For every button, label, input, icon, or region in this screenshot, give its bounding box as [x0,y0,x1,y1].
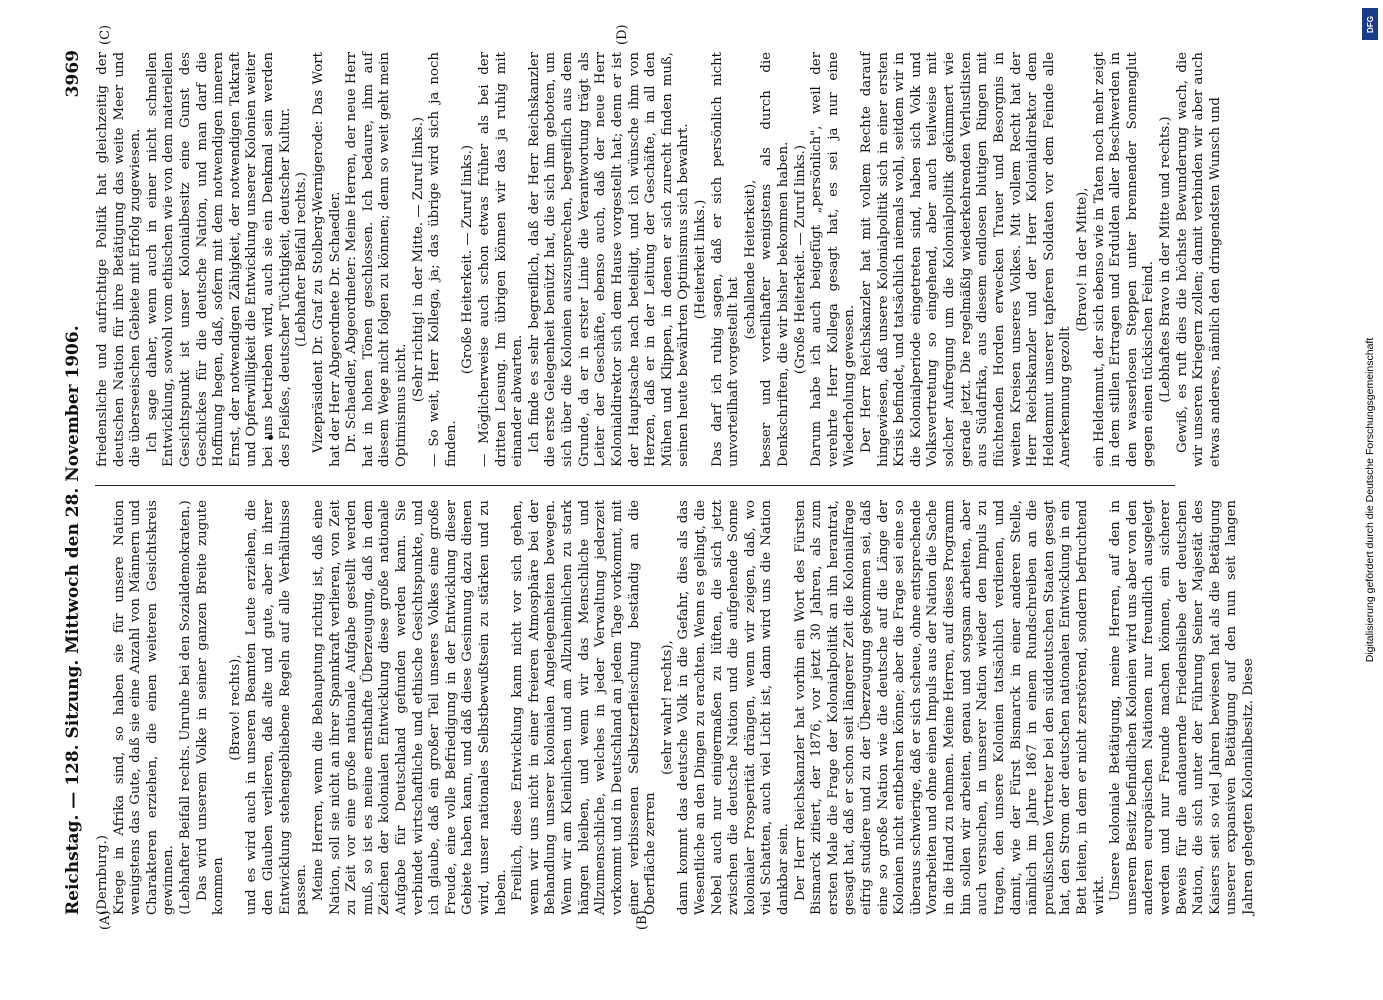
interjection: (Lebhafter Beifall rechts. Unruhe bei den Sozialdemokraten.) [178,500,194,915]
paragraph: Das wird unserem Volke in seiner ganzen Breite zugute kommen [194,500,227,915]
paragraph: Unsere koloniale Betätigung, meine Herren, auf den in unserem Besitz befindlichen Kolonien wird uns aber von den anderen europäischen Nationen nur freundlich ausgelegt werden und nur Freunde machen können, ein sicherer Beweis für die andauernde Friedensliebe der deutschen Nation, die sich unter der Führung Seiner Majestät des Kaisers seit so viel Jahren bewiesen hat als die Betätigung unserer expansiven Betätigung auf den nun seit langen Jahren gehegten Kolonialbesitz. Diese [1108,500,1257,915]
interjection: (Heiterkeit links.) [692,199,708,320]
interjection: (Bravo! rechts), [227,654,243,761]
paragraph: Darum habe ich auch beigefügt „persönlich", weil der verehrte Herr Kollega gesagt hat, es sei ja nur eine Wiederholung gewesen. [809,52,858,467]
paragraph: Ich sage daher, wenn auch in einer nicht schnellen Entwicklung, sowohl vom ethischen wie von dem materiellen Gesichtspunkt ist unser Kolonialbesitz eine Gunst des Geschickes für die deutsche Nation, und man darf die Hoffnung hegen, daß, sofern mit dem notwendigen inneren Ernst, der notwendigen Zähigkeit, der notwendigen Tatkraft und Opferwilligkeit die Entwicklung unserer Kolonien weiter bei uns betrieben wird, auch sie ein Denkmal sein werden des Fleißes, deutscher Tüchtigkeit, deutscher Kultur. [144,52,293,467]
paragraph: ein Heldenmut, der sich ebenso wie in Taten noch mehr zeigt in dem stillen Ertragen und Erdulden aller Beschwerden in den wasserlosen Steppen unter brennender Sonnenglut gegen einen tückischen Feind. [1091,52,1157,467]
paragraph: — Möglicherweise auch schon etwas früher als bei der dritten Lesung. Im übrigen können wir das ja ruhig mit einander abwarten. [477,52,526,467]
dfg-logo [1362,8,1378,40]
paragraph: Freilich, diese Entwicklung kann nicht vor sich gehen, wenn wir uns nicht in einer freieren Atmosphäre bei der Behandlung unserer kolonialen Angelegenheiten bewegen. Wenn wir am Kleinlichen und am Allzuheimlichen zu stark hängen bleiben, und wenn wir das Menschliche und Allzumenschliche, welches in jeder Verwaltung jederzeit vorkommt und in Deutschland an jedem Tage vorkommt, mit einer verbissenen Selbstzerfleischung beständig an die Oberfläche zerren [510,500,659,915]
paragraph: dann kommt das deutsche Volk in die Gefahr, dies als das Wesentliche an den Dingen zu erachten. Wenn es gelingt, die Nebel auch nur einigermaßen zu lüften, die sich jetzt zwischen die deutsche Nation und die aufgehende Sonne kolonialer Prosperität drängen, wenn wir zeigen, daß, wo viel Schatten, auch viel Licht ist, dann wird uns die Nation dankbar sein. [676,500,791,915]
interjection: (Große Heiterkeit. — Zuruf links.) [792,144,808,375]
paragraph: Vizepräsident Dr. Graf zu Stolberg-Wernigerode: Das Wort hat der Herr Abgeordnete Dr. Schaedler. [310,52,343,467]
paragraph: Das darf ich ruhig sagen, daß er sich persönlich nicht unvorteilhaft vorgestellt hat [709,52,742,467]
speaker-tag: (Dernburg.) [95,835,110,915]
paragraph: Kriege in Afrika sind, so haben sie für unsere Nation wenigstens das Gute, daß sie eine Anzahl von Männern und Charakteren erziehen, die einen weiteren Gesichtskreis gewinnen. [111,500,177,915]
interjection: (schallende Heiterkeit), [742,179,758,340]
paragraph: Gewiß, es ruft dies die höchste Bewunderung wach, die wir unseren Kriegern zollen; damit verbinden wir aber auch etwas anderes, nämlich den dringendsten Wunsch und [1174,52,1223,467]
paragraph: — So weit, Herr Kollega, ja; das übrige wird sich ja noch finden. [427,52,459,467]
left-column [95,500,1257,915]
paragraph: Der Herr Reichskanzler hat vorhin ein Wort des Fürsten Bismarck zitiert, der 1876, vor jetzt 30 Jahren, als zum ersten Male die Frage der Kolonialpolitik an ihn herantrat, gesagt hat, daß er schon seit längerer Zeit die Kolonialfrage eifrig studiere und zu der Überzeugung gekommen sei, daß eine so große Nation wie die deutsche auf die Länge der Kolonien nicht entbehren könne; aber die Frage sei eine so überaus schwierige, daß er sich scheue, ohne entsprechende Vorarbeiten und ohne einen Impuls aus der Nation die Sache in die Hand zu nehmen. Meine Herren, auf dieses Programm hin sollen wir arbeiten, genau und sorgsam arbeiten, aber auch versuchen, in unserer Nation wieder den Impuls zu tragen, den unsere Kolonien tatsächlich verdienen, und damit, wie der Fürst Bismarck in einer anderen Stelle, nämlich im Jahre 1867 in einem Rundschreiben an die preußischen Vertreter bei den süddeutschen Staaten gesagt hat, den Strom der deutschen nationalen Entwicklung in ein Bett leiten, in dem er nicht zerstörend, sondern befruchtend wirkt. [792,500,1107,915]
paragraph: und es wird auch in unseren Beamten Leute erziehen, die den Glauben verlieren, daß alte und gute, aber in ihrer Entwicklung stehengebliebene Regeln auf alle Verhältnisse passen. [244,500,310,915]
interjection: (Sehr richtig! in der Mitte. — Zuruf links.) [410,116,426,403]
header-title: Reichstag. — 128. Sitzung. Mittwoch den 28. November 1906. [63,325,83,915]
interjection: (sehr wahr! rechts), [659,640,675,775]
dfg-logo-text: DFG [1365,15,1375,33]
paragraph: Ich finde es sehr begreiflich, daß der Herr Reichskanzler die erste Gelegenheit benützt hat, die sich ihm geboten, um sich über die Kolonien auszusprechen, begreiflich aus dem Grunde, da er in erster Linie die Verantwortung trägt als Leiter der Geschäfte, ebenso auch, daß der neue Herr Kolonialdirektor sich dem Hause vorgestellt hat; denn er ist der Hauptsache nach beteiligt, und ich wünsche ihm von Herzen, daß er in der Leitung der Geschäfte, in all den Mühen und Klippen, in denen er sich zurecht finden muß, seinen heute bewährten Optimismus sich bewahrt. [526,52,692,467]
margin-marker-b: (B) [635,910,650,930]
interjection: (Bravo! in der Mitte), [1074,187,1090,332]
margin-marker-a: (A) [98,910,113,930]
page-number: 3969 [63,50,83,98]
digitization-credit: Digitalisierung gefördert durch die Deutsche Forschungsgemeinschaft [1364,337,1376,663]
paragraph: Der Herr Reichskanzler hat mit vollem Rechte darauf hingewiesen, daß unsere Kolonialpolitik sich in einer ersten Krisis befindet, und tatsächlich niemals wohl, seitdem wir in die Kolonialperiode eingetreten sind, haben sich Volk und Volksvertretung so eingehend, aber auch teilweise mit solcher Aufregung um die Kolonialpolitik gekümmert wie gerade jetzt. Die regelmäßig wiederkehrenden Verlustlisten aus Südafrika, aus diesem endlosen blutigen Ringen mit flüchtenden Horden erwecken Trauer und Besorgnis in weiten Kreisen unseres Volkes. Mit vollem Recht hat der Herr Reichskanzler und der Herr Kolonialdirektor dem Heldenmut unserer tapferen Soldaten vor dem Feinde alle Anerkennung gezollt [859,52,1074,467]
column-divider [95,485,1175,486]
interjection: (Große Heiterkeit. — Zuruf links.) [460,144,476,375]
paragraph: Meine Herren, wenn die Behauptung richtig ist, daß eine Nation, soll sie nicht an ihrer Spannkraft verlieren, von Zeit zu Zeit vor eine große nationale Aufgabe gestellt werden muß, so ist es meine ernsthafte Überzeugung, daß in dem Zeichen der kolonialen Entwicklung diese große nationale Aufgabe für Deutschland gefunden werden kann. Sie verbindet wirtschaftliche und ethische Gesichtspunkte, und ich glaube, daß ein großer Teil unseres Volkes eine große Freude, eine volle Befriedigung in der Entwicklung dieser Gebiete haben kann, und daß diese Gesinnung dazu dienen wird, unser nationales Selbstbewußtsein zu stärken und zu heben. [310,500,509,915]
margin-marker-d: (D) [615,24,630,45]
interjection: (Lebhafter Beifall rechts.) [294,172,310,347]
interjection: (Lebhaftes Bravo in der Mitte und rechts.) [1158,116,1173,403]
paragraph: friedensliche und aufrichtige Politik hat gleichzeitig der deutschen Nation für ihre Betätigung das weite Meer und die überseeischen Gebiete mit Erfolg zugewiesen. [95,52,144,467]
right-column [95,52,1223,467]
page-header [58,50,88,915]
paragraph: Dr. Schaedler, Abgeordneter: Meine Herren, der neue Herr hat in hohen Tönen geschlossen. Ich bedaure, ihm auf diesem Wege nicht folgen zu können; denn so weit geht mein Optimismus nicht. [344,52,409,467]
paragraph: besser und vorteilhafter wenigstens als durch die Denkschriften, die wir bisher bekommen haben. [759,52,791,467]
margin-marker-c: (C) [98,24,113,45]
